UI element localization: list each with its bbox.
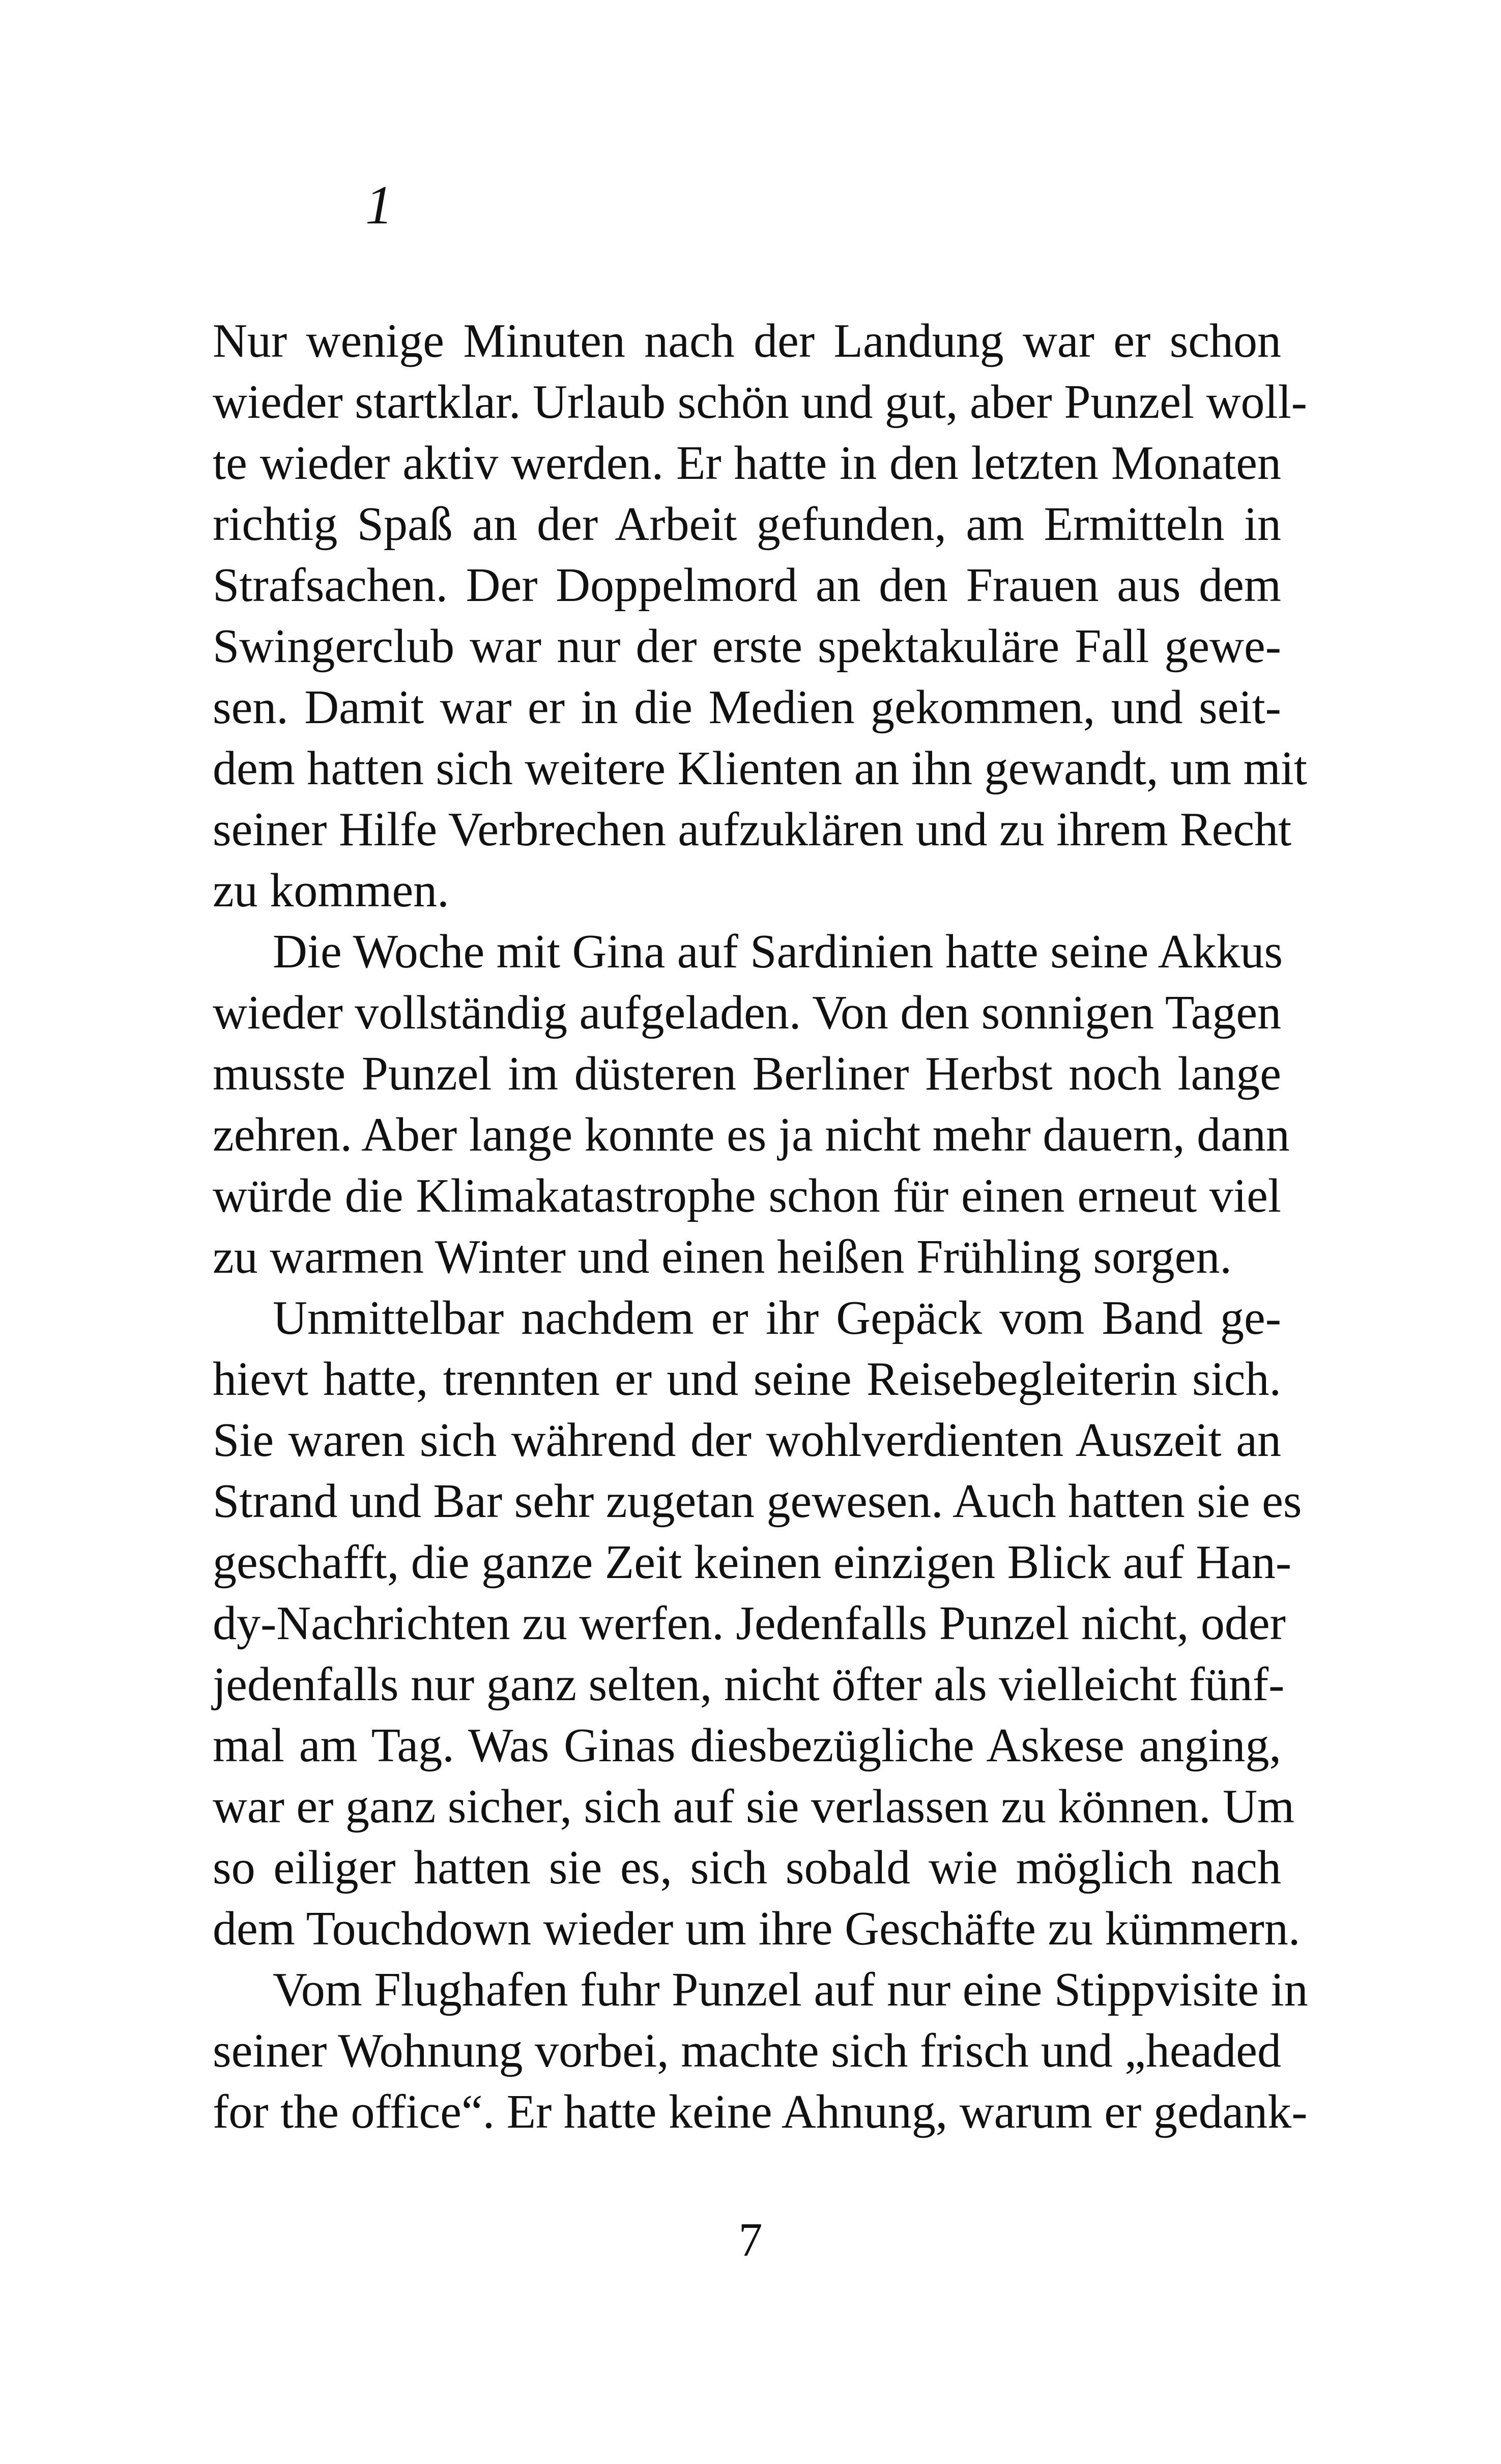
text-line: zu kommen. [213, 864, 449, 917]
text-line: Die Woche mit Gina auf Sardinien hatte seine Akkus [273, 925, 1283, 978]
text-line: sen. Damit war er in die Medien gekommen, und seit- [213, 681, 1281, 734]
text-line: dy-Nachrichten zu werfen. Jedenfalls Punzel nicht, oder [213, 1597, 1286, 1650]
text-line: dem hatten sich weitere Klienten an ihn gewandt, um mit [213, 742, 1307, 795]
text-line: seiner Hilfe Verbrechen aufzuklären und zu ihrem Recht [213, 803, 1292, 856]
body-text [213, 310, 1308, 2142]
text-line: würde die Klimakatastrophe schon für einen erneut viel [213, 1169, 1281, 1222]
text-line: zu warmen Winter und einen heißen Frühling sorgen. [213, 1230, 1232, 1283]
page-number: 7 [738, 2214, 763, 2267]
text-line: Nur wenige Minuten nach der Landung war er schon [213, 314, 1281, 367]
text-line: for the office“. Er hatte keine Ahnung, warum er gedank- [213, 2085, 1308, 2138]
text-line: Sie waren sich während der wohlverdienten Auszeit an [213, 1414, 1281, 1467]
chapter-number: 1 [365, 175, 393, 236]
text-line: hievt hatte, trennten er und seine Reisebegleiterin sich. [213, 1353, 1281, 1406]
text-line: Strand und Bar sehr zugetan gewesen. Auch hatten sie es [213, 1475, 1302, 1528]
text-line: Swingerclub war nur der erste spektakuläre Fall gewe- [213, 620, 1281, 673]
text-line: Strafsachen. Der Doppelmord an den Frauen aus dem [213, 559, 1281, 612]
text-line: te wieder aktiv werden. Er hatte in den letzten Monaten [213, 437, 1281, 490]
text-line: Unmittelbar nachdem er ihr Gepäck vom Band ge- [273, 1292, 1281, 1344]
text-line: seiner Wohnung vorbei, machte sich frisch und „headed [213, 2024, 1281, 2077]
text-line: jedenfalls nur ganz selten, nicht öfter als vielleicht fünf- [213, 1658, 1285, 1711]
text-line: Vom Flughafen fuhr Punzel auf nur eine Stippvisite in [273, 1963, 1308, 2016]
text-line: dem Touchdown wieder um ihre Geschäfte zu kümmern. [213, 1902, 1301, 1955]
text-line: wieder vollständig aufgeladen. Von den sonnigen Tagen [213, 986, 1282, 1039]
text-line: richtig Spaß an der Arbeit gefunden, am Ermitteln in [213, 498, 1281, 551]
text-line: war er ganz sicher, sich auf sie verlassen zu können. Um [213, 1780, 1295, 1833]
text-line: mal am Tag. Was Ginas diesbezügliche Askese anging, [213, 1719, 1281, 1772]
text-line: so eiliger hatten sie es, sich sobald wie möglich nach [213, 1841, 1281, 1894]
text-line: musste Punzel im düsteren Berliner Herbst noch lange [213, 1047, 1281, 1100]
text-line: geschafft, die ganze Zeit keinen einzigen Blick auf Han- [213, 1536, 1292, 1589]
text-line: zehren. Aber lange konnte es ja nicht mehr dauern, dann [213, 1108, 1290, 1161]
text-line: wieder startklar. Urlaub schön und gut, aber Punzel woll- [213, 376, 1307, 428]
